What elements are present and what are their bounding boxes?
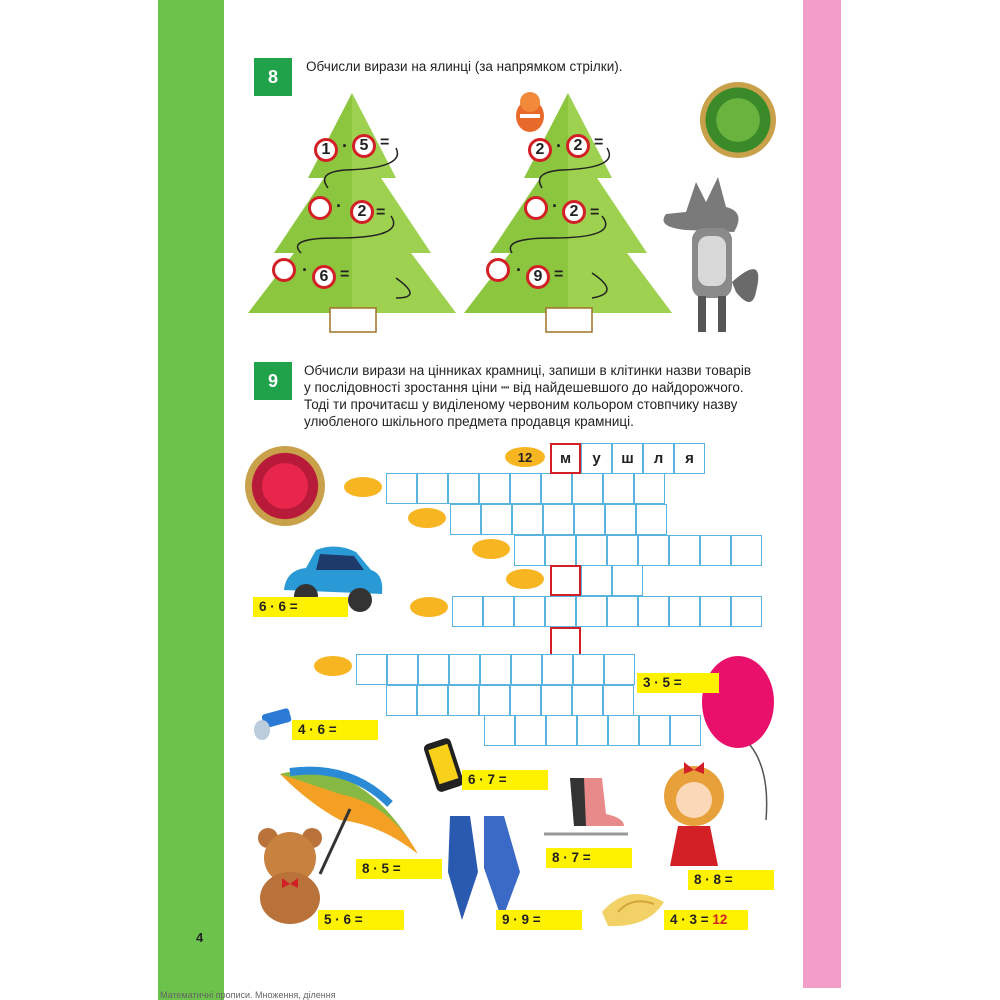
crossword-cell[interactable] bbox=[450, 504, 481, 535]
price-tag-teddy: 5 · 6 = bbox=[318, 910, 404, 930]
crossword-cell[interactable] bbox=[669, 535, 700, 566]
crossword-cell[interactable] bbox=[484, 715, 515, 746]
tree1-number-2: 5 bbox=[352, 134, 376, 158]
price-tag-flashlight: 4 · 6 = bbox=[292, 720, 378, 740]
equals-sign: = bbox=[554, 266, 564, 283]
tree2-number-2: 2 bbox=[566, 134, 590, 158]
crossword-cell[interactable] bbox=[573, 654, 604, 685]
equals-sign: = bbox=[376, 204, 386, 221]
flashlight-icon bbox=[254, 704, 294, 744]
crossword-cell[interactable] bbox=[356, 654, 387, 685]
crossword-cell[interactable] bbox=[386, 473, 417, 504]
tree1-blank-1[interactable] bbox=[308, 196, 332, 220]
crossword-cell[interactable] bbox=[638, 535, 669, 566]
price-tag-seashell-answer: 12 bbox=[712, 912, 728, 927]
crossword-cell[interactable] bbox=[581, 565, 612, 596]
crossword-cell[interactable] bbox=[452, 596, 483, 627]
crossword-cell[interactable] bbox=[638, 596, 669, 627]
crossword-cell[interactable] bbox=[577, 715, 608, 746]
crossword-cell[interactable] bbox=[634, 473, 665, 504]
crossword-cell[interactable] bbox=[481, 504, 512, 535]
crossword-cell[interactable] bbox=[546, 715, 577, 746]
price-oval[interactable] bbox=[344, 477, 382, 497]
price-tag-doll: 8 · 8 = bbox=[688, 870, 774, 890]
crossword-cell[interactable] bbox=[510, 473, 541, 504]
dot-sign: · bbox=[302, 260, 308, 280]
green-medal-badge-icon bbox=[700, 82, 776, 158]
task-8-number: 8 bbox=[254, 58, 292, 96]
dot-sign: · bbox=[336, 196, 342, 216]
tree1-number-3: 2 bbox=[350, 200, 374, 224]
crossword-cell[interactable] bbox=[576, 535, 607, 566]
crossword-cell[interactable] bbox=[448, 473, 479, 504]
price-tag-umbrella: 8 · 5 = bbox=[356, 859, 442, 879]
crossword-cell[interactable] bbox=[479, 473, 510, 504]
tree1-number-4: 6 bbox=[312, 265, 336, 289]
crossword-cell[interactable] bbox=[700, 596, 731, 627]
crossword-cell[interactable] bbox=[387, 654, 418, 685]
ice-skate-icon bbox=[540, 774, 630, 844]
equals-sign: = bbox=[380, 134, 390, 151]
crossword-cell[interactable] bbox=[605, 504, 636, 535]
crossword-cell[interactable] bbox=[603, 685, 634, 716]
example-price-oval: 12 bbox=[505, 447, 545, 467]
price-tag-balloon: 3 · 5 = bbox=[637, 673, 719, 693]
price-oval[interactable] bbox=[314, 656, 352, 676]
task-9-line-4: улюбленого шкільного предмета продавця крамниці. bbox=[304, 414, 634, 429]
footer-caption: Математичні прописи. Множення, ділення bbox=[160, 990, 336, 1000]
crossword-cell[interactable] bbox=[603, 473, 634, 504]
tree2-number-3: 2 bbox=[562, 200, 586, 224]
red-medal-badge-icon bbox=[245, 446, 325, 526]
price-oval[interactable] bbox=[408, 508, 446, 528]
task-9-line-1: Обчисли вирази на цінниках крамниці, запиши в клітинки назви товарів bbox=[304, 363, 751, 378]
crossword-cell[interactable] bbox=[670, 715, 701, 746]
crossword-cell[interactable] bbox=[636, 504, 667, 535]
crossword-cell[interactable] bbox=[607, 596, 638, 627]
price-tag-flippers: 9 · 9 = bbox=[496, 910, 582, 930]
dot-sign: · bbox=[556, 136, 562, 156]
crossword-cell[interactable] bbox=[543, 504, 574, 535]
crossword-cell[interactable] bbox=[512, 504, 543, 535]
flippers-icon bbox=[444, 812, 524, 922]
phone-icon bbox=[424, 736, 464, 796]
crossword-cell[interactable] bbox=[572, 685, 603, 716]
crossword-cell[interactable] bbox=[731, 535, 762, 566]
example-letter-4: л bbox=[653, 450, 664, 467]
crossword-cell[interactable] bbox=[604, 654, 635, 685]
tree2-number-1: 2 bbox=[528, 138, 552, 162]
crossword-cell[interactable] bbox=[479, 685, 510, 716]
crossword-cell[interactable] bbox=[480, 654, 511, 685]
crossword-cell[interactable] bbox=[541, 473, 572, 504]
right-pink-margin bbox=[803, 0, 841, 988]
crossword-cell[interactable] bbox=[417, 685, 448, 716]
tree1-blank-2[interactable] bbox=[272, 258, 296, 282]
price-tag-car: 6 · 6 = bbox=[253, 597, 348, 617]
crossword-cell[interactable] bbox=[510, 685, 541, 716]
dot-sign: · bbox=[516, 260, 522, 280]
tree1-number-1: 1 bbox=[314, 138, 338, 162]
crossword-cell[interactable] bbox=[418, 654, 449, 685]
equals-sign: = bbox=[590, 204, 600, 221]
left-green-margin bbox=[158, 0, 224, 1000]
crossword-cell[interactable] bbox=[545, 596, 576, 627]
tree2-number-4: 9 bbox=[526, 265, 550, 289]
price-tag-seashell bbox=[664, 910, 748, 930]
price-tag-phone: 6 · 7 = bbox=[462, 770, 548, 790]
crossword-cell[interactable] bbox=[514, 596, 545, 627]
crossword-cell[interactable] bbox=[731, 596, 762, 627]
crossword-cell[interactable] bbox=[576, 596, 607, 627]
tree2-blank-1[interactable] bbox=[524, 196, 548, 220]
crossword-cell[interactable] bbox=[607, 535, 638, 566]
price-oval[interactable] bbox=[506, 569, 544, 589]
crossword-cell[interactable] bbox=[448, 685, 479, 716]
task-9-line-3: Тоді ти прочитаєш у виділеному червоним кольором стовпчику назву bbox=[304, 397, 738, 412]
seashell-icon bbox=[598, 882, 668, 932]
equals-sign: = bbox=[340, 266, 350, 283]
task-9-number: 9 bbox=[254, 362, 292, 400]
dot-sign: · bbox=[552, 196, 558, 216]
crossword-cell[interactable] bbox=[386, 685, 417, 716]
cat-toy-icon bbox=[508, 86, 552, 136]
price-oval[interactable] bbox=[410, 597, 448, 617]
price-oval[interactable] bbox=[472, 539, 510, 559]
wolf-icon bbox=[656, 172, 776, 337]
crossword-cell[interactable] bbox=[449, 654, 480, 685]
crossword-cell[interactable] bbox=[541, 685, 572, 716]
crossword-cell[interactable] bbox=[545, 535, 576, 566]
crossword-cell[interactable] bbox=[511, 654, 542, 685]
crossword-cell[interactable] bbox=[574, 504, 605, 535]
page-number: 4 bbox=[196, 930, 204, 945]
crossword-cell[interactable] bbox=[542, 654, 573, 685]
price-tag-skate: 8 · 7 = bbox=[546, 848, 632, 868]
price-tag-seashell-expr: 4 · 3 = bbox=[670, 912, 709, 927]
example-letter-2: у bbox=[592, 450, 601, 467]
example-letter-1: м bbox=[559, 450, 572, 467]
crossword-cell[interactable] bbox=[417, 473, 448, 504]
task-8-instructions: Обчисли вирази на ялинці (за напрямком стрілки). bbox=[306, 59, 623, 74]
crossword-cell[interactable] bbox=[514, 535, 545, 566]
crossword-cell[interactable] bbox=[639, 715, 670, 746]
tree2-blank-2[interactable] bbox=[486, 258, 510, 282]
dot-sign: · bbox=[342, 136, 348, 156]
crossword-cell[interactable] bbox=[608, 715, 639, 746]
crossword-cell[interactable] bbox=[700, 535, 731, 566]
crossword-cell[interactable] bbox=[572, 473, 603, 504]
crossword-cell[interactable] bbox=[550, 565, 581, 596]
equals-sign: = bbox=[594, 134, 604, 151]
example-letter-3: ш bbox=[621, 450, 634, 467]
task-9-line-2: у послідовності зростання ціни ┉ від найдешевшого до найдорожчого. bbox=[304, 380, 744, 395]
example-letter-5: я bbox=[685, 450, 694, 467]
crossword-cell[interactable] bbox=[483, 596, 514, 627]
crossword-cell[interactable] bbox=[515, 715, 546, 746]
crossword-cell[interactable] bbox=[669, 596, 700, 627]
crossword-cell[interactable] bbox=[612, 565, 643, 596]
